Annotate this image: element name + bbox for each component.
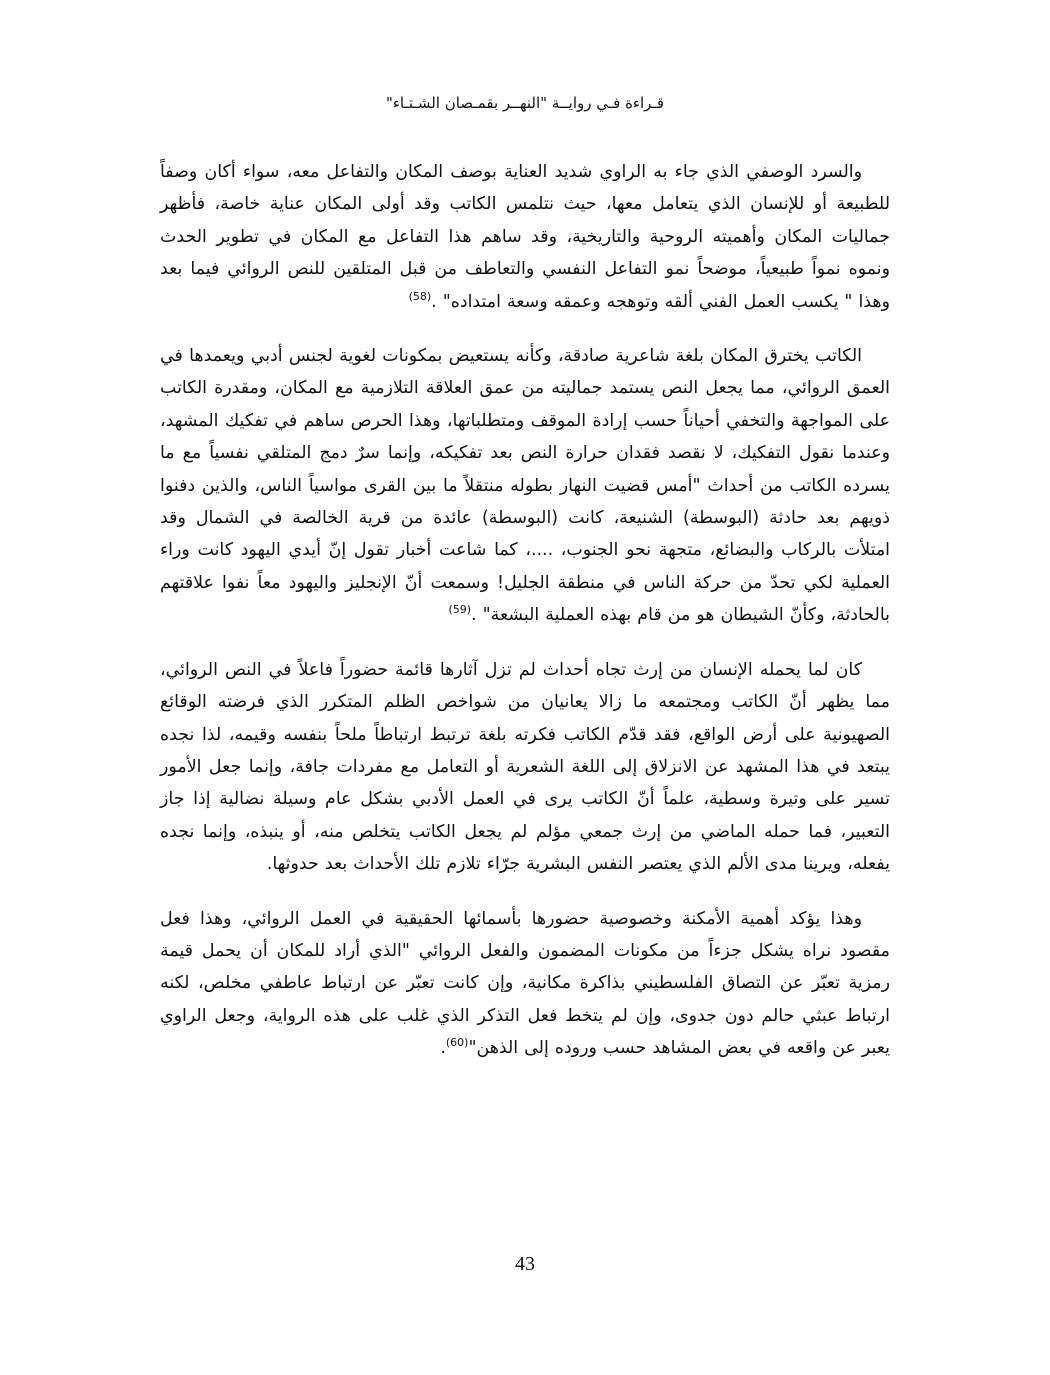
paragraph-text: كان لما يحمله الإنسان من إرث تجاه أحداث لم تزل آثارها قائمة حضوراً فاعلاً في النص الروائي، مما يظهر أنّ الكاتب ومجتمعه ما زالا يعانيان من شواخص الظلم المتكرر الذي فرضته الوقائع الصهيونية على أرض الواقع، فقد قدّم الكاتب فكرته بلغة ترتبط ارتباطاً ملحاً بنفسه وقيمه، لذا نجده يبتعد في هذا المشهد عن الانزلاق إلى اللغة الشعرية أو التعامل مع مفردات جافة، وإنما جعل الأمور تسير على وتيرة وسطية، علماً أنّ الكاتب يرى في العمل الأدبي بشكل عام وسيلة نضالية إذا جاز التعبير، فما حمله الماضي من إرث جمعي مؤلم لم يجعل الكاتب يتخلص منه، أو ينبذه، وإنما نجده يفعله، ويرينا مدى الألم الذي يعتصر النفس البشرية جرّاء تلازم تلك الأحداث بعد حدوثها. bbox=[160, 659, 890, 875]
running-header bbox=[0, 92, 1050, 114]
page-number-value: 43 bbox=[515, 1253, 535, 1275]
paragraph-1 bbox=[160, 156, 890, 318]
paragraph-4 bbox=[160, 903, 890, 1065]
footnote-ref-58[interactable]: (58) bbox=[408, 289, 432, 303]
paragraph-end-punctuation: . bbox=[440, 1038, 446, 1059]
paragraph-text: وهذا يؤكد أهمية الأمكنة وخصوصية حضورها بأسمائها الحقيقية في العمل الروائي، وهذا فعل مقصود نراه يشكل جزءاً من مكونات المضمون والفعل الروائي "الذي أراد للمكان أن يحمل قيمة رمزية تعبّر عن التصاق الفلسطيني بذاكرة مكانية، وإن كانت تعبّر عن ارتباط عاطفي مخلص، لكنه ارتباط عبثي حالم دون جدوى، وإن لم يتخط فعل التذكر الذي غلب على هذه الرواية، وجعل الراوي يعبر عن واقعه في بعض المشاهد حسب وروده إلى الذهن" bbox=[160, 908, 890, 1059]
footnote-ref-60[interactable]: (60) bbox=[445, 1036, 469, 1050]
paragraph-text: الكاتب يخترق المكان بلغة شاعرية صادقة، وكأنه يستعيض بمكونات لغوية لجنس أدبي ويعمدها في العمق الروائي، مما يجعل النص يستمد جماليته من عمق العلاقة التلازمية مع المكان، ومقدرة الكاتب على المواجهة والتخفي أحياناً حسب إرادة الموقف ومتطلباتها، وهذا الحرص ساهم في تفكيك المشهد، وعندما نقول التفكيك، لا نقصد فقدان حرارة النص بعد تفكيكه، وإنما سرٌ دمج المتلقي نفسياً مع ما يسرده الكاتب من أحداث "أمس قضيت النهار بطوله منتقلاً ما بين القرى مواسياً الناس، والذين دفنوا ذويهم بعد حادثة (البوسطة) الشنيعة، كانت (البوسطة) عائدة من قرية الخالصة في الشمال وقد امتلأت بالركاب والبضائع، متجهة نحو الجنوب، ....، كما شاعت أخبار تقول إنّ أيدي اليهود كانت وراء العملية لكي تحدّ من حركة الناس في منطقة الجليل! وسمعت أنّ الإنجليز واليهود معاً نفوا علاقتهم بالحادثة، وكأنّ الشيطان هو من قام بهذه العملية البشعة" . bbox=[160, 346, 890, 626]
paragraph-2 bbox=[160, 340, 890, 632]
page-number bbox=[0, 1252, 1050, 1276]
document-body bbox=[160, 156, 890, 1087]
paragraph-text: والسرد الوصفي الذي جاء به الراوي شديد العناية بوصف المكان والتفاعل معه، سواء أكان وصفاً للطبيعة أو للإنسان الذي يتعامل معها، حيث نتلمس الكاتب وقد أولى المكان عناية خاصة، فأظهر جماليات المكان وأهميته الروحية والتاريخية، وقد ساهم هذا التفاعل مع المكان في تطوير الحدث ونموه نمواً طبيعياً، موضحاً نمو التفاعل النفسي والتعاطف من قبل المتلقين للنص الروائي فيما بعد وهذا " يكسب العمل الفني ألقه وتوهجه وعمقه وسعة امتداده" . bbox=[160, 162, 890, 312]
running-header-title: قـراءة فـي روايــة "النهــر بقمـصان الشـتـاء" bbox=[385, 94, 664, 112]
paragraph-3 bbox=[160, 654, 890, 881]
footnote-ref-59[interactable]: (59) bbox=[448, 603, 472, 617]
